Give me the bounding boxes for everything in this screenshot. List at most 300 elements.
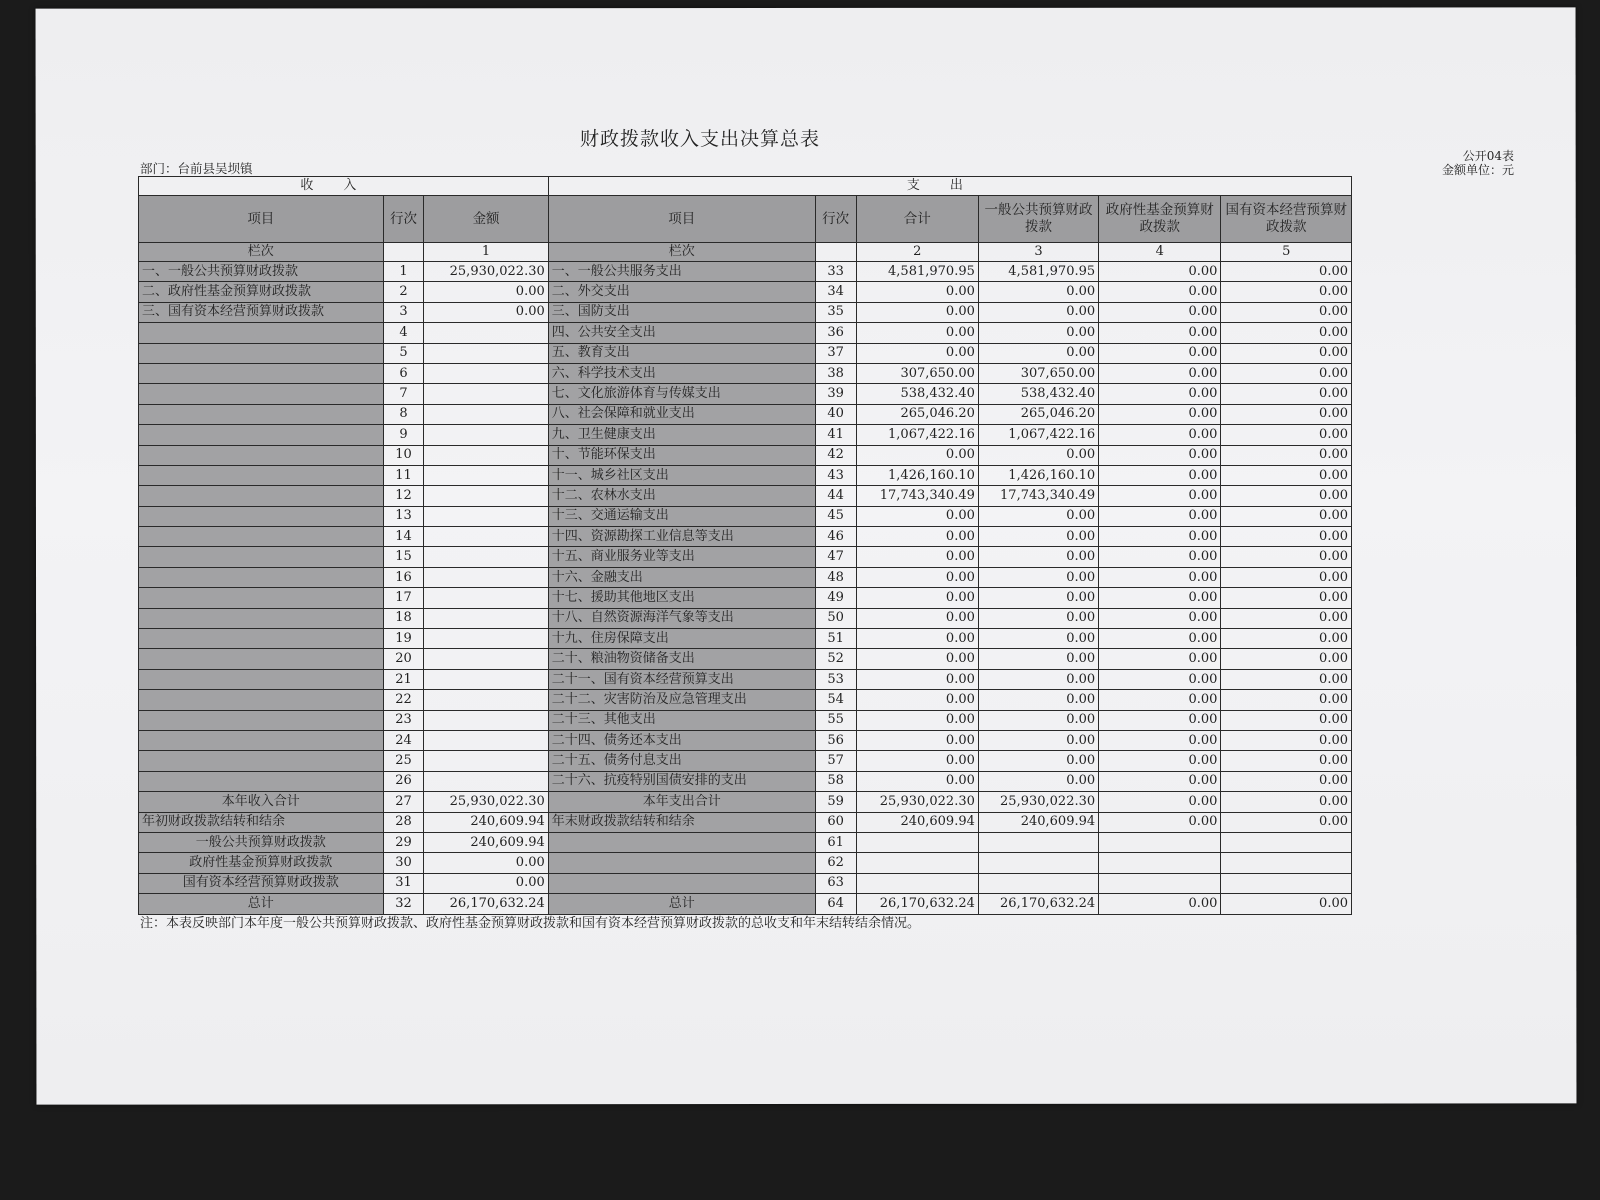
expense-item: 本年支出合计 (548, 792, 815, 812)
expense-total: 0.00 (856, 730, 978, 750)
expense-soe: 0.00 (1221, 608, 1352, 628)
income-amount (424, 343, 548, 363)
expense-general: 0.00 (978, 629, 1098, 649)
income-amount (424, 465, 548, 485)
income-amount: 0.00 (424, 873, 548, 893)
income-amount (424, 710, 548, 730)
expense-row-no: 56 (815, 730, 856, 750)
expense-soe: 0.00 (1221, 302, 1352, 322)
income-item (139, 547, 384, 567)
income-amount: 25,930,022.30 (424, 792, 548, 812)
income-amount (424, 506, 548, 526)
budget-table (138, 176, 1352, 915)
expense-item: 十一、城乡社区支出 (548, 465, 815, 485)
expense-total: 1,426,160.10 (856, 465, 978, 485)
income-item (139, 669, 384, 689)
income-row-no: 23 (383, 710, 424, 730)
expense-total: 265,046.20 (856, 404, 978, 424)
expense-fund: 0.00 (1099, 302, 1221, 322)
expense-fund: 0.00 (1099, 649, 1221, 669)
income-row-no: 15 (383, 547, 424, 567)
expense-general: 1,426,160.10 (978, 465, 1098, 485)
expense-row-no: 41 (815, 425, 856, 445)
expense-soe: 0.00 (1221, 506, 1352, 526)
expense-soe: 0.00 (1221, 425, 1352, 445)
table-row (139, 506, 1352, 526)
expense-fund: 0.00 (1099, 751, 1221, 771)
section-header-row (139, 177, 1352, 196)
income-amount (424, 527, 548, 547)
expense-general: 0.00 (978, 669, 1098, 689)
expense-total: 0.00 (856, 323, 978, 343)
expense-general (978, 873, 1098, 893)
expense-row-no: 35 (815, 302, 856, 322)
table-row (139, 812, 1352, 832)
income-item (139, 323, 384, 343)
column-index-4: 4 (1099, 243, 1221, 262)
header-soe-budget: 国有资本经营预算财政拨款 (1221, 196, 1352, 243)
expense-row-no: 45 (815, 506, 856, 526)
income-row-no: 10 (383, 445, 424, 465)
expense-total: 0.00 (856, 710, 978, 730)
expense-general (978, 853, 1098, 873)
income-amount: 0.00 (424, 853, 548, 873)
expense-fund: 0.00 (1099, 384, 1221, 404)
income-item (139, 465, 384, 485)
expense-total: 0.00 (856, 751, 978, 771)
income-item (139, 588, 384, 608)
department-label: 部门：台前县吴坝镇 (140, 161, 253, 176)
expense-general: 0.00 (978, 567, 1098, 587)
expense-row-no: 63 (815, 873, 856, 893)
expense-general: 17,743,340.49 (978, 486, 1098, 506)
expense-item: 十二、农林水支出 (548, 486, 815, 506)
income-amount: 0.00 (424, 302, 548, 322)
expense-item: 七、文化旅游体育与传媒支出 (548, 384, 815, 404)
income-item: 国有资本经营预算财政拨款 (139, 873, 384, 893)
income-row-no: 24 (383, 730, 424, 750)
expense-row-no: 42 (815, 445, 856, 465)
expense-soe: 0.00 (1221, 404, 1352, 424)
table-row (139, 404, 1352, 424)
expense-fund: 0.00 (1099, 812, 1221, 832)
expense-soe: 0.00 (1221, 363, 1352, 383)
income-amount (424, 404, 548, 424)
expense-item: 二十一、国有资本经营预算支出 (548, 669, 815, 689)
expense-item (548, 853, 815, 873)
expense-fund: 0.00 (1099, 404, 1221, 424)
income-item: 本年收入合计 (139, 792, 384, 812)
expense-total: 4,581,970.95 (856, 262, 978, 282)
expense-total: 0.00 (856, 649, 978, 669)
table-row (139, 792, 1352, 812)
expense-total: 0.00 (856, 608, 978, 628)
expense-total: 0.00 (856, 282, 978, 302)
expense-row-no: 47 (815, 547, 856, 567)
expense-row-no: 64 (815, 894, 856, 914)
expense-item: 十八、自然资源海洋气象等支出 (548, 608, 815, 628)
expense-soe: 0.00 (1221, 384, 1352, 404)
income-row-no: 5 (383, 343, 424, 363)
expense-row-no: 39 (815, 384, 856, 404)
expense-general: 0.00 (978, 282, 1098, 302)
expense-total: 26,170,632.24 (856, 894, 978, 914)
expense-soe: 0.00 (1221, 486, 1352, 506)
expense-fund: 0.00 (1099, 445, 1221, 465)
table-row (139, 527, 1352, 547)
expense-row-no: 51 (815, 629, 856, 649)
income-item: 政府性基金预算财政拨款 (139, 853, 384, 873)
expense-item: 十六、金融支出 (548, 567, 815, 587)
expense-total: 0.00 (856, 527, 978, 547)
expense-total: 0.00 (856, 669, 978, 689)
table-row (139, 363, 1352, 383)
expense-soe: 0.00 (1221, 894, 1352, 914)
table-row (139, 894, 1352, 914)
expense-general: 307,650.00 (978, 363, 1098, 383)
header-item: 项目 (139, 196, 384, 243)
income-row-no: 11 (383, 465, 424, 485)
expense-soe: 0.00 (1221, 629, 1352, 649)
expense-fund: 0.00 (1099, 547, 1221, 567)
expense-fund: 0.00 (1099, 608, 1221, 628)
expense-item: 十四、资源勘探工业信息等支出 (548, 527, 815, 547)
form-number (1442, 149, 1514, 177)
income-item (139, 730, 384, 750)
expense-fund: 0.00 (1099, 771, 1221, 791)
expense-fund (1099, 853, 1221, 873)
expense-fund: 0.00 (1099, 262, 1221, 282)
expense-total: 307,650.00 (856, 363, 978, 383)
header-general-budget: 一般公共预算财政拨款 (978, 196, 1098, 243)
income-amount (424, 363, 548, 383)
expense-fund (1099, 832, 1221, 852)
expense-item: 一、一般公共服务支出 (548, 262, 815, 282)
expense-general: 538,432.40 (978, 384, 1098, 404)
expense-general: 25,930,022.30 (978, 792, 1098, 812)
expense-fund: 0.00 (1099, 506, 1221, 526)
expense-fund: 0.00 (1099, 363, 1221, 383)
expense-item: 十五、商业服务业等支出 (548, 547, 815, 567)
income-row-no: 13 (383, 506, 424, 526)
expense-soe: 0.00 (1221, 690, 1352, 710)
expense-general (978, 832, 1098, 852)
income-amount (424, 425, 548, 445)
table-row (139, 343, 1352, 363)
expense-fund: 0.00 (1099, 792, 1221, 812)
income-row-no: 8 (383, 404, 424, 424)
expense-item: 二十二、灾害防治及应急管理支出 (548, 690, 815, 710)
expense-row-no: 40 (815, 404, 856, 424)
header-amount: 金额 (424, 196, 548, 243)
expense-item: 四、公共安全支出 (548, 323, 815, 343)
table-row (139, 282, 1352, 302)
expense-row-no: 48 (815, 567, 856, 587)
expense-general: 0.00 (978, 588, 1098, 608)
column-index-blank-expense (815, 243, 856, 262)
expense-general: 0.00 (978, 649, 1098, 669)
table-row (139, 608, 1352, 628)
expense-row-no: 43 (815, 465, 856, 485)
expense-soe: 0.00 (1221, 649, 1352, 669)
income-amount: 25,930,022.30 (424, 262, 548, 282)
expense-row-no: 59 (815, 792, 856, 812)
table-row (139, 751, 1352, 771)
income-amount (424, 445, 548, 465)
expense-general: 0.00 (978, 710, 1098, 730)
income-row-no: 27 (383, 792, 424, 812)
expense-item: 二十五、债务付息支出 (548, 751, 815, 771)
expense-item: 总计 (548, 894, 815, 914)
income-item: 二、政府性基金预算财政拨款 (139, 282, 384, 302)
table-row (139, 445, 1352, 465)
income-amount (424, 751, 548, 771)
expense-row-no: 52 (815, 649, 856, 669)
expense-general: 0.00 (978, 547, 1098, 567)
income-amount (424, 649, 548, 669)
expense-general: 26,170,632.24 (978, 894, 1098, 914)
expense-fund: 0.00 (1099, 425, 1221, 445)
income-row-no: 1 (383, 262, 424, 282)
expense-general: 0.00 (978, 690, 1098, 710)
expense-general: 265,046.20 (978, 404, 1098, 424)
table-row (139, 567, 1352, 587)
column-index-5: 5 (1221, 243, 1352, 262)
expense-total: 1,067,422.16 (856, 425, 978, 445)
income-row-no: 19 (383, 629, 424, 649)
expense-general: 0.00 (978, 608, 1098, 628)
table-row (139, 873, 1352, 893)
expense-row-no: 54 (815, 690, 856, 710)
income-item (139, 567, 384, 587)
table-row (139, 853, 1352, 873)
column-index-label-expense: 栏次 (548, 243, 815, 262)
expense-fund: 0.00 (1099, 567, 1221, 587)
income-amount (424, 323, 548, 343)
expense-soe: 0.00 (1221, 710, 1352, 730)
income-row-no: 32 (383, 894, 424, 914)
income-amount: 240,609.94 (424, 832, 548, 852)
column-index-blank (383, 243, 424, 262)
expense-row-no: 44 (815, 486, 856, 506)
expense-soe (1221, 873, 1352, 893)
expense-item: 三、国防支出 (548, 302, 815, 322)
income-row-no: 6 (383, 363, 424, 383)
income-item (139, 404, 384, 424)
expense-general: 240,609.94 (978, 812, 1098, 832)
header-row-expense: 行次 (815, 196, 856, 243)
income-item (139, 527, 384, 547)
expense-soe: 0.00 (1221, 445, 1352, 465)
income-row-no: 28 (383, 812, 424, 832)
income-amount (424, 629, 548, 649)
expense-item: 九、卫生健康支出 (548, 425, 815, 445)
income-amount: 240,609.94 (424, 812, 548, 832)
income-item (139, 384, 384, 404)
table-row (139, 629, 1352, 649)
income-item (139, 751, 384, 771)
expense-fund: 0.00 (1099, 629, 1221, 649)
income-item (139, 486, 384, 506)
column-index-label: 栏次 (139, 243, 384, 262)
expense-row-no: 57 (815, 751, 856, 771)
expense-row-no: 37 (815, 343, 856, 363)
income-amount: 0.00 (424, 282, 548, 302)
expense-item: 二十四、债务还本支出 (548, 730, 815, 750)
expense-general: 0.00 (978, 323, 1098, 343)
income-row-no: 18 (383, 608, 424, 628)
income-item: 总计 (139, 894, 384, 914)
income-item (139, 690, 384, 710)
expense-fund: 0.00 (1099, 669, 1221, 689)
expense-item: 二十六、抗疫特别国债安排的支出 (548, 771, 815, 791)
column-index-2: 2 (856, 243, 978, 262)
expense-soe: 0.00 (1221, 262, 1352, 282)
expense-general: 0.00 (978, 771, 1098, 791)
expense-soe: 0.00 (1221, 771, 1352, 791)
table-row (139, 669, 1352, 689)
expense-fund: 0.00 (1099, 894, 1221, 914)
expense-item: 五、教育支出 (548, 343, 815, 363)
income-item (139, 771, 384, 791)
income-amount (424, 567, 548, 587)
table-row (139, 384, 1352, 404)
expense-fund: 0.00 (1099, 588, 1221, 608)
column-index-3: 3 (978, 243, 1098, 262)
expense-soe: 0.00 (1221, 547, 1352, 567)
expense-fund: 0.00 (1099, 730, 1221, 750)
income-item (139, 445, 384, 465)
column-index-1: 1 (424, 243, 548, 262)
table-row (139, 262, 1352, 282)
expense-total: 240,609.94 (856, 812, 978, 832)
expense-total: 0.00 (856, 588, 978, 608)
expense-soe: 0.00 (1221, 343, 1352, 363)
table-row (139, 771, 1352, 791)
expense-row-no: 53 (815, 669, 856, 689)
income-item: 三、国有资本经营预算财政拨款 (139, 302, 384, 322)
expense-total: 25,930,022.30 (856, 792, 978, 812)
income-row-no: 16 (383, 567, 424, 587)
income-amount (424, 771, 548, 791)
income-row-no: 14 (383, 527, 424, 547)
income-row-no: 29 (383, 832, 424, 852)
income-amount (424, 730, 548, 750)
income-row-no: 7 (383, 384, 424, 404)
table-row (139, 425, 1352, 445)
income-item: 一、一般公共预算财政拨款 (139, 262, 384, 282)
income-item (139, 649, 384, 669)
table-row (139, 588, 1352, 608)
expense-soe: 0.00 (1221, 751, 1352, 771)
expense-soe: 0.00 (1221, 465, 1352, 485)
footnote: 注：本表反映部门本年度一般公共预算财政拨款、政府性基金预算财政拨款和国有资本经营预算财政拨款的总收支和年末结转结余情况。 (140, 916, 921, 931)
expense-row-no: 60 (815, 812, 856, 832)
expense-total (856, 832, 978, 852)
column-header-row (139, 196, 1352, 243)
income-row-no: 12 (383, 486, 424, 506)
income-item: 一般公共预算财政拨款 (139, 832, 384, 852)
income-row-no: 31 (383, 873, 424, 893)
expense-item: 十九、住房保障支出 (548, 629, 815, 649)
expense-fund: 0.00 (1099, 282, 1221, 302)
income-row-no: 20 (383, 649, 424, 669)
header-item-expense: 项目 (548, 196, 815, 243)
page-title: 财政拨款收入支出决算总表 (579, 128, 820, 150)
income-section: 收入 (139, 177, 549, 196)
expense-soe: 0.00 (1221, 669, 1352, 689)
expense-item: 十、节能环保支出 (548, 445, 815, 465)
expense-soe: 0.00 (1221, 792, 1352, 812)
expense-item: 八、社会保障和就业支出 (548, 404, 815, 424)
table-row (139, 730, 1352, 750)
expense-fund (1099, 873, 1221, 893)
expense-total (856, 873, 978, 893)
expense-soe: 0.00 (1221, 323, 1352, 343)
expense-item: 十七、援助其他地区支出 (548, 588, 815, 608)
income-row-no: 3 (383, 302, 424, 322)
expense-fund: 0.00 (1099, 527, 1221, 547)
expense-general: 0.00 (978, 730, 1098, 750)
expense-row-no: 58 (815, 771, 856, 791)
table-row (139, 302, 1352, 322)
expense-item: 十三、交通运输支出 (548, 506, 815, 526)
expense-fund: 0.00 (1099, 343, 1221, 363)
header-fund-budget: 政府性基金预算财政拨款 (1099, 196, 1221, 243)
header-total: 合计 (856, 196, 978, 243)
amount-unit: 金额单位：元 (1441, 163, 1514, 177)
income-amount (424, 608, 548, 628)
income-item (139, 363, 384, 383)
expense-general: 0.00 (978, 527, 1098, 547)
expense-total: 17,743,340.49 (856, 486, 978, 506)
expense-row-no: 36 (815, 323, 856, 343)
income-row-no: 26 (383, 771, 424, 791)
expense-total: 0.00 (856, 629, 978, 649)
expense-item: 二、外交支出 (548, 282, 815, 302)
income-amount (424, 384, 548, 404)
table-row (139, 649, 1352, 669)
income-amount (424, 690, 548, 710)
income-row-no: 4 (383, 323, 424, 343)
expense-row-no: 38 (815, 363, 856, 383)
expense-general: 4,581,970.95 (978, 262, 1098, 282)
expense-soe: 0.00 (1221, 527, 1352, 547)
expense-fund: 0.00 (1099, 486, 1221, 506)
expense-soe: 0.00 (1221, 730, 1352, 750)
expense-total: 0.00 (856, 302, 978, 322)
expense-item: 六、科学技术支出 (548, 363, 815, 383)
expense-general: 0.00 (978, 302, 1098, 322)
income-item (139, 343, 384, 363)
income-row-no: 17 (383, 588, 424, 608)
income-amount (424, 588, 548, 608)
income-item: 年初财政拨款结转和结余 (139, 812, 384, 832)
income-item (139, 710, 384, 730)
table-row (139, 832, 1352, 852)
expense-total: 0.00 (856, 343, 978, 363)
expense-row-no: 50 (815, 608, 856, 628)
form-code: 公开04表 (1462, 149, 1514, 163)
expense-general: 0.00 (978, 751, 1098, 771)
expense-item (548, 873, 815, 893)
income-row-no: 2 (383, 282, 424, 302)
income-item (139, 608, 384, 628)
expense-row-no: 46 (815, 527, 856, 547)
income-amount: 26,170,632.24 (424, 894, 548, 914)
expense-soe: 0.00 (1221, 282, 1352, 302)
income-row-no: 9 (383, 425, 424, 445)
